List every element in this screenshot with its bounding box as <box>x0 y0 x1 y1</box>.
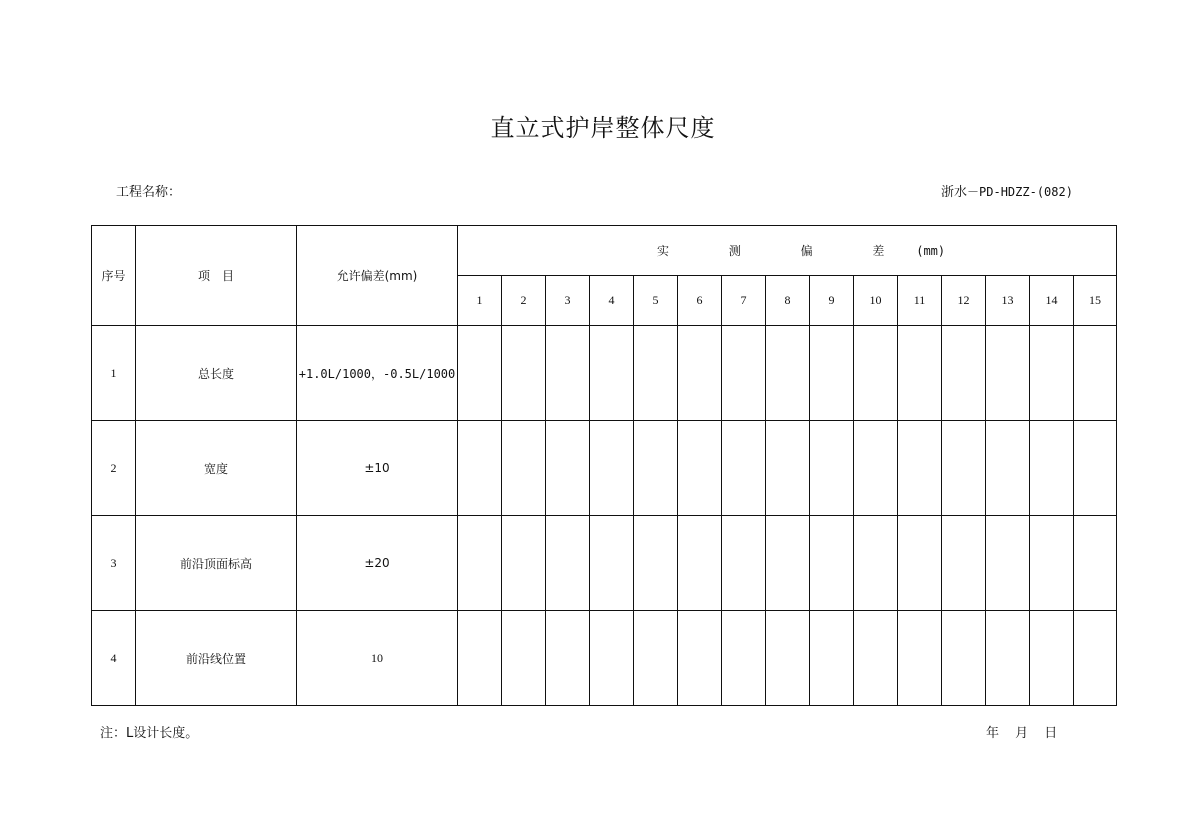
measure-cell[interactable] <box>986 326 1030 421</box>
row-tolerance: +1.0L/1000，-0.5L/1000 <box>297 326 458 421</box>
header-measured-deviation <box>458 226 1117 276</box>
measure-col-header: 1 <box>458 276 502 326</box>
table-row <box>92 421 1117 516</box>
measure-cell[interactable] <box>634 611 678 706</box>
measure-col-header: 12 <box>942 276 986 326</box>
measure-cell[interactable] <box>942 421 986 516</box>
measure-cell[interactable] <box>458 326 502 421</box>
header-seq: 序号 <box>92 226 136 326</box>
measure-cell[interactable] <box>722 326 766 421</box>
form-code-prefix: 浙水 <box>941 185 968 200</box>
project-name-label: 工程名称： <box>116 185 182 200</box>
measure-cell[interactable] <box>458 516 502 611</box>
measure-cell[interactable] <box>1030 516 1074 611</box>
measure-cell[interactable] <box>634 421 678 516</box>
row-tolerance: ±10 <box>297 421 458 516</box>
measure-cell[interactable] <box>590 421 634 516</box>
measure-cell[interactable] <box>986 516 1030 611</box>
measure-cell[interactable] <box>766 611 810 706</box>
measure-cell[interactable] <box>590 516 634 611</box>
measure-cell[interactable] <box>1030 611 1074 706</box>
measure-cell[interactable] <box>942 326 986 421</box>
measured-header-label: 实 测 偏 差 <box>656 244 913 258</box>
measure-cell[interactable] <box>810 611 854 706</box>
measure-cell[interactable] <box>766 516 810 611</box>
footnote: 注：L设计长度。 <box>100 726 199 741</box>
measure-cell[interactable] <box>722 611 766 706</box>
measure-cell[interactable] <box>942 611 986 706</box>
measure-cell[interactable] <box>502 326 546 421</box>
measure-cell[interactable] <box>986 611 1030 706</box>
measure-col-header: 6 <box>678 276 722 326</box>
measure-cell[interactable] <box>810 421 854 516</box>
measure-cell[interactable] <box>898 516 942 611</box>
measure-cell[interactable] <box>898 611 942 706</box>
date-line: 年 月 日 <box>986 726 1058 741</box>
measure-col-header: 15 <box>1074 276 1117 326</box>
row-item: 宽度 <box>136 421 297 516</box>
form-code-number: －PD-HDZZ-(082) <box>967 185 1073 199</box>
row-item: 总长度 <box>136 326 297 421</box>
measure-cell[interactable] <box>722 516 766 611</box>
row-tolerance: 10 <box>297 611 458 706</box>
measure-col-header: 7 <box>722 276 766 326</box>
measure-cell[interactable] <box>678 421 722 516</box>
measure-cell[interactable] <box>634 516 678 611</box>
measure-col-header: 2 <box>502 276 546 326</box>
measure-cell[interactable] <box>590 611 634 706</box>
measure-cell[interactable] <box>502 516 546 611</box>
measure-cell[interactable] <box>1074 326 1117 421</box>
measure-cell[interactable] <box>546 421 590 516</box>
measured-header-unit: (mm) <box>916 244 946 258</box>
measure-cell[interactable] <box>854 516 898 611</box>
measure-col-header: 4 <box>590 276 634 326</box>
header-tolerance: 允许偏差(mm) <box>297 226 458 326</box>
measure-cell[interactable] <box>810 516 854 611</box>
measure-col-header: 14 <box>1030 276 1074 326</box>
measure-cell[interactable] <box>854 611 898 706</box>
measure-col-header: 5 <box>634 276 678 326</box>
row-tolerance: ±20 <box>297 516 458 611</box>
measure-cell[interactable] <box>1030 326 1074 421</box>
row-seq: 3 <box>92 516 136 611</box>
row-seq: 1 <box>92 326 136 421</box>
measure-cell[interactable] <box>678 611 722 706</box>
measure-cell[interactable] <box>766 326 810 421</box>
page-title: 直立式护岸整体尺度 <box>490 114 716 142</box>
measure-col-header: 3 <box>546 276 590 326</box>
measure-cell[interactable] <box>1074 421 1117 516</box>
measure-cell[interactable] <box>546 326 590 421</box>
measure-cell[interactable] <box>722 421 766 516</box>
measure-cell[interactable] <box>1074 516 1117 611</box>
measure-cell[interactable] <box>986 421 1030 516</box>
row-item: 前沿线位置 <box>136 611 297 706</box>
measure-cell[interactable] <box>458 421 502 516</box>
measure-cell[interactable] <box>590 326 634 421</box>
measure-cell[interactable] <box>810 326 854 421</box>
measure-cell[interactable] <box>502 421 546 516</box>
measure-col-header: 10 <box>854 276 898 326</box>
measure-cell[interactable] <box>898 326 942 421</box>
inspection-table <box>91 225 1117 706</box>
measure-cell[interactable] <box>634 326 678 421</box>
measure-col-header: 8 <box>766 276 810 326</box>
table-header-row <box>92 226 1117 276</box>
row-item: 前沿顶面标高 <box>136 516 297 611</box>
table-row <box>92 516 1117 611</box>
measure-col-header: 9 <box>810 276 854 326</box>
measure-cell[interactable] <box>898 421 942 516</box>
measure-cell[interactable] <box>546 611 590 706</box>
measure-cell[interactable] <box>458 611 502 706</box>
measure-cell[interactable] <box>766 421 810 516</box>
measure-cell[interactable] <box>678 516 722 611</box>
form-code <box>941 181 1073 200</box>
measure-cell[interactable] <box>854 326 898 421</box>
measure-cell[interactable] <box>942 516 986 611</box>
header-item: 项 目 <box>136 226 297 326</box>
measure-cell[interactable] <box>1074 611 1117 706</box>
measure-cell[interactable] <box>502 611 546 706</box>
row-seq: 4 <box>92 611 136 706</box>
table-row <box>92 326 1117 421</box>
measure-col-header: 13 <box>986 276 1030 326</box>
measure-cell[interactable] <box>854 421 898 516</box>
measure-col-header: 11 <box>898 276 942 326</box>
measure-cell[interactable] <box>546 516 590 611</box>
row-seq: 2 <box>92 421 136 516</box>
measure-cell[interactable] <box>1030 421 1074 516</box>
table-row <box>92 611 1117 706</box>
measure-cell[interactable] <box>678 326 722 421</box>
